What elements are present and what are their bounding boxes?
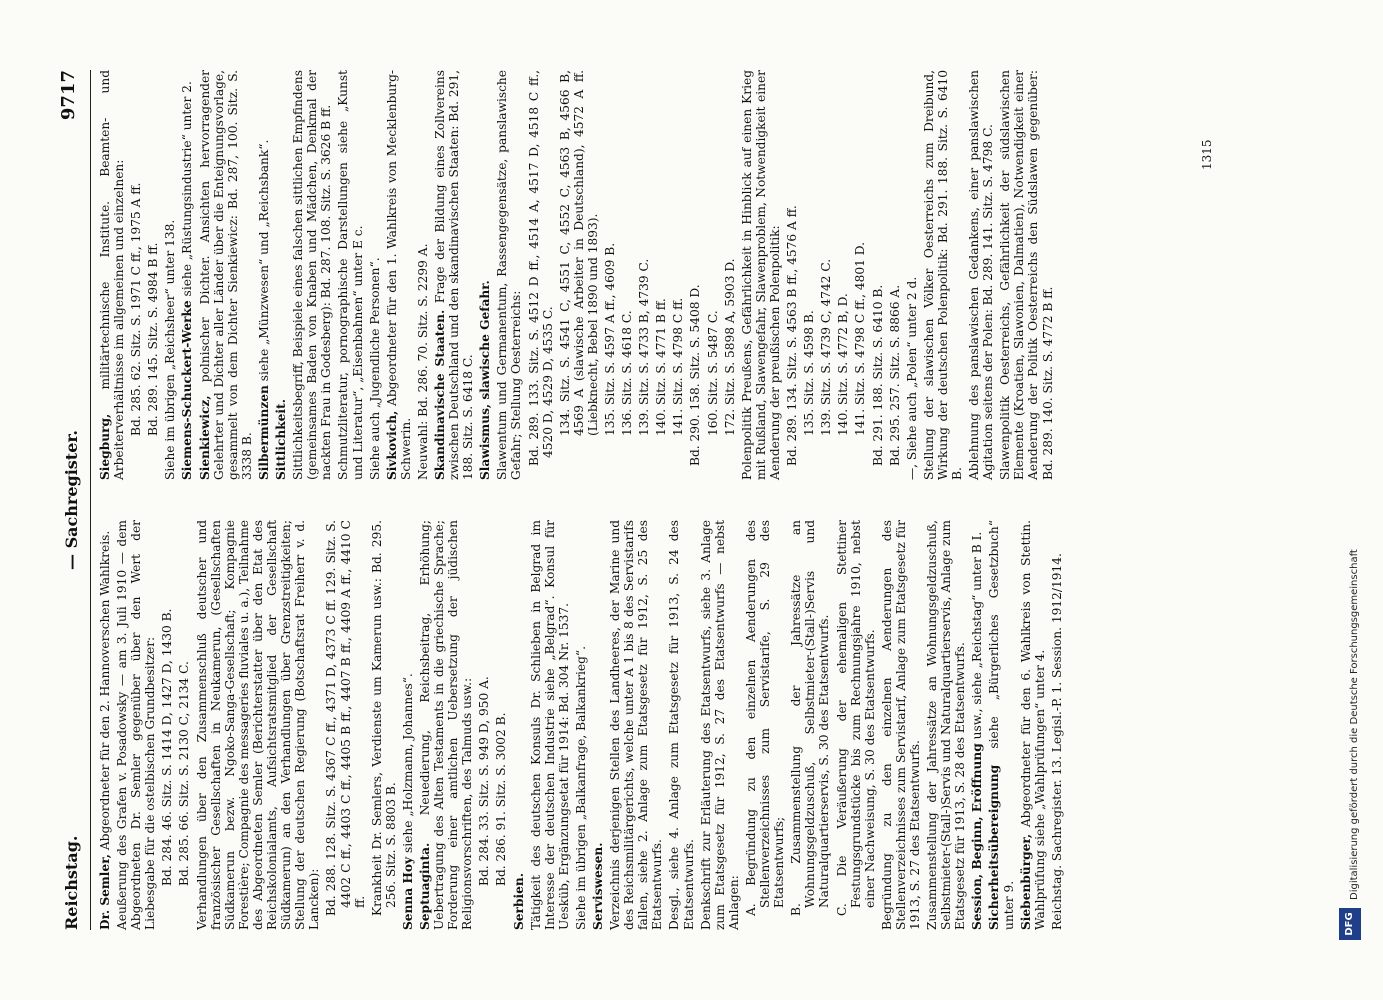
index-entry [274,70,288,480]
entry-text: B. Zusammenstellung der Jahressätze an Wohnungsgeldzuschuß, Selbstmieter-(Stall-)Servis und Naturalquartierservis, S. 30 des Etatsentwurfs. [789,520,832,916]
index-entry [654,70,668,480]
entry-heading: Sivkovich, [384,410,399,480]
index-entry [723,70,737,480]
index-entry [291,70,333,480]
entry-heading: Siebenbürger, [1018,833,1033,930]
entry-text: polnischer Dichter. Ansichten hervorragender Gelehrter und Dichter aller Länder über die Enteignungsvorlage, gesammelt von dem Dichter Sienkiewicz: Bd. 287, 100. Sitz. S. 3338 B. [197,69,254,480]
entry-text: Slawentum und Germanentum, Rassengegensätze, panslawische Gefahr; Stellung Oesterreichs: [495,70,524,480]
entry-heading: Silbermünzen [256,385,271,480]
entry-heading: Serbien. [511,873,526,930]
entry-text: Siehe im übrigen „Balkanfrage, Balkankrieg“. [573,646,588,930]
entry-text: siehe „Bürgerliches Gesetzbuch“ unter 9. [987,520,1016,930]
index-entry [495,70,523,480]
entry-text: Bd. 289. 134. Sitz. S. 4563 B ff., 4576 A ff. [785,205,800,466]
index-entry [477,520,491,930]
index-entry [401,520,415,930]
entry-text: siehe „Rüstungsindustrie“ unter 2. [180,81,195,297]
index-entry [368,70,382,480]
index-entry [336,70,364,480]
entry-text: A. Begründung zu den einzelnen Aenderungen des Stellenverzeichnisses zum Servistarife, S. 29 des Etatsentwurfs; [743,520,787,916]
entry-text: Siehe auch „Jugendliche Personen“. [367,257,382,480]
entry-text: Schmutzliteratur, pornographische Darstellungen siehe „Kunst und Literatur“, „Eisenbahnen“ unter E c. [336,70,365,480]
entry-text: siehe „Holzmann, Johannes“. [400,673,415,853]
entry-text: Aeußerung des Grafen v. Posadowsky — am 3. Juli 1910 — dem Abgeordneten Dr. Semler gegenüber über den Wert der Liebesgabe für die ostelbischen Grundbesitzer: [115,520,158,930]
entry-heading: Skandinavische Staaten. [432,309,447,480]
index-entry [416,70,430,480]
index-entry [195,520,322,930]
entry-text: 139. Sitz. S. 4733 B, 4739 C. [637,258,652,436]
index-entry [785,70,799,480]
entry-text: Tätigkeit des deutschen Konsuls Dr. Schlieben in Belgrad im Interesse der deutschen Industrie siehe „Belgrad“. Konsul für Uesküb, Ergänzungsetat für 1914: Bd. 304 Nr. 1537. [528,520,571,930]
index-entry [324,520,366,930]
header-title: — Sachregister. [62,430,81,570]
entry-text: Bd. 295. 257. Sitz. S. 8866 A. [887,284,902,466]
entry-text: Bd. 288. 128. Sitz. S. 4367 C ff., 4371 D, 4373 C ff. 129. Sitz. S. 4402 C ff., 4403 C ff., 4405 B ff., 4407 B ff., 4409 A ff., 4410 C ff. [324,520,367,916]
entry-text: 141. Sitz. S. 4798 C ff., 4801 D. [853,241,868,436]
index-entry [802,70,816,480]
index-entry [180,70,194,480]
index-entry [998,70,1054,480]
entry-text: Verzeichnis derjenigen Stellen des Landheeres, der Marine und des Reichsmilitärgerichts, welche unter A 1 bis 8 des Servistarifs fallen, siehe 2. Anlage zum Etatsgesetz für 1912, S. 25 des Etatsentwurfs. [608,520,665,930]
index-entry [922,70,964,480]
entry-text: 136. Sitz. S. 4618 C. [620,310,635,436]
entry-text: Begründung zu den einzelnen Aenderungen des Stellenverzeichnisses zum Servistarif, Anlage zum Etatsgesetz für 1913, S. 27 des Etatsentwurfs. [879,520,922,930]
index-entry [871,70,885,480]
entry-heading: Dr. Semler, [98,854,112,930]
index-entry [671,70,685,480]
index-entry [558,70,600,480]
index-entry [637,70,651,480]
index-entry [494,520,508,930]
right-column [98,70,1058,480]
entry-text: siehe „Münzwesen“ und „Reichsbank“. [256,139,271,382]
page-number: 9717 [58,70,79,121]
index-entry [163,70,177,480]
index-entry [177,520,191,930]
entry-text: Siehe im übrigen „Reichsheer“ unter 138. [163,219,178,480]
index-entry [115,520,157,930]
entry-text: 140. Sitz. S. 4771 B ff. [654,298,669,436]
index-entry [888,70,902,480]
index-entry [129,70,143,480]
index-entry [819,70,833,480]
index-entry [970,520,984,930]
entry-heading: Serviswesen. [591,842,605,930]
header-left: Reichstag. [62,835,81,930]
index-entry [706,70,720,480]
index-entry [744,520,786,930]
entry-text: Ablehnung des panslawischen Gedankens, einer panslawischen Agitation seitens der Polen: Bd. 289. 141. Sitz. S. 4798 C. [967,70,996,480]
index-entry [667,520,695,930]
index-entry [608,520,664,930]
entry-text: —, Siehe auch „Polen“ unter 2 d. [904,276,919,480]
index-entry [529,520,571,930]
entry-text: 139. Sitz. S. 4739 C, 4742 C. [819,258,834,436]
entry-text: Bd. 286. 91. Sitz. S. 3002 B. [494,712,509,886]
entry-text: Stellung der slawischen Völker Oesterreichs zum Dreibund, Wirkung der deutschen Polenpolitik: Bd. 291. 188. Sitz. S. 6410 B. [921,70,964,480]
index-entry [853,70,867,480]
entry-text: Frage der Bildung eines Zollvereins zwischen Deutschland und den skandinavischen Staaten: Bd. 291, 188. Sitz. S. 6418 C. [432,69,476,480]
entry-text: Denkschrift zur Erläuterung des Etatsentwurfs, siehe 3. Anlage zum Etatsgesetz für 1912, S. 27 des Etatsentwurfs — nebst Anlagen: [698,520,741,930]
index-entry [987,520,1015,930]
entry-text: Neuwahl: Bd. 286. 70. Sitz. S. 2299 A. [415,243,430,480]
entry-text: 140. Sitz. S. 4772 B, D. [836,293,851,436]
entry-heading: Slawismus, slawische Gefahr. [478,280,493,480]
index-entry [620,70,634,480]
index-entry [198,70,254,480]
entry-text: Sittlichkeitsbegriff, Beispiele eines falschen sittlichen Empfindens (gemeinsames Baden von Knaben und Mädchen, Denkmal der nackten Frau in Godesberg): Bd. 287. 108. Sitz. S. 3626 B ff. [291,70,334,480]
entry-heading: Siegburg, [98,413,112,480]
index-entry [385,70,413,480]
index-entry [98,70,126,480]
index-entry [512,520,526,930]
entry-text: Bd. 285. 62. Sitz. S. 1971 C ff., 1975 A ff. [129,182,144,436]
entry-text: Zusammenstellung der Jahressätze an Wohnungsgeldzuschuß, Selbstmieter-(Stall-)Servis und Naturalquartierservis, Anlage zum Etatsgesetz für 1913, S. 28 des Etatsentwurfs. [925,520,968,930]
index-entry [789,520,831,930]
dfg-logo: DFG [1339,908,1361,940]
index-entry [699,520,741,930]
page-header [58,70,88,930]
entry-text: usw., siehe „Reichstag“ unter B I. [970,531,985,740]
index-entry [1050,520,1064,930]
entry-text: Bd. 289. 133. Sitz. S. 4512 D ff., 4514 A, 4517 D, 4518 C ff., 4520 D, 4529 D, 4535 C. [526,70,555,466]
entry-heading: Session, Beginn, Eröffnung [970,743,985,930]
entry-text: Abgeordneter für den 2. Hannoverschen Wahlkreis. [98,530,112,851]
index-entry [591,520,605,930]
header-rule [90,70,91,930]
index-entry [527,70,555,480]
entry-text: Krankheit Dr. Semlers, Verdienste um Kamerun usw.: Bd. 295. 256. Sitz. S. 8803 B. [369,520,398,916]
funding-credit: Digitalisierung gefördert durch die Deutsche Forschungsgemeinschaft [1349,549,1360,900]
entry-text: Slawenpolitik Oesterreichs, Gefährlichkeit der südslawischen Elemente (Kroatien, Slawonien, Dalmatien), Notwendigkeit einer Aenderung der Politik Oesterreichs den Südslawen gegenüber: Bd. 289. 140. Sitz. S. 4772 B ff. [998,70,1055,480]
entry-text: Reichstag. Sachregister. 13. Legisl.-P. 1. Session. 1912/1914. [1049,553,1064,930]
entry-text: 134. Sitz. S. 4541 C, 4551 C, 4552 C, 4563 B, 4566 B, 4569 A (slawische Arbeiter in Deutschland), 4572 A ff. (Liebknecht, Bebel 1890 und 1893). [557,70,600,436]
index-entry [478,70,492,480]
index-entry [370,520,398,930]
index-entry [905,70,919,480]
entry-text: Abgeordneter für den 1. Wahlkreis von Mecklenburg-Schwerin. [384,70,413,480]
index-entry [603,70,617,480]
index-entry [925,520,967,930]
index-entry [740,70,782,480]
index-entry [836,70,850,480]
entry-text: Desgl., siehe 4. Anlage zum Etatsgesetz für 1913, S. 24 des Etatsentwurfs. [667,520,696,930]
entry-text: 135. Sitz. S. 4598 B. [802,310,817,436]
index-entry [688,70,702,480]
entry-heading: Septuaginta. [417,842,432,930]
entry-heading: Sicherheitsübereignung [987,764,1002,930]
entry-text: militärtechnische Institute. Beamten- und Arbeiterverhältnisse im allgemeinen und einzelnen: [98,70,127,480]
entry-text: 141. Sitz. S. 4798 C ff. [671,297,686,436]
index-entry [967,70,995,480]
index-entry [835,520,877,930]
digitization-sidebar [1335,60,1363,940]
entry-text: Bd. 289. 145. Sitz. S. 4984 B ff. [146,242,161,436]
index-entry [160,520,174,930]
index-entry [257,70,271,480]
entry-text: Bd. 285. 66. Sitz. S. 2130 C, 2134 C. [177,661,192,886]
entry-text: C. Die Veräußerung der ehemaligen Stettiner Festungsgrundstücke bis zum Rechnungsjahre 1910, nebst einer Nachweisung, S. 30 des Etatsentwurfs. [834,520,877,916]
entry-text: Bd. 284. 46. Sitz. S. 1414 D, 1427 D, 1430 B. [160,608,175,886]
entry-text: 135. Sitz. S. 4597 A ff., 4609 B. [603,242,617,436]
entry-text: Bd. 291. 188. Sitz. S. 6410 B. [870,284,885,466]
footer-number: 1315 [1200,139,1214,170]
entry-text: Polenpolitik Preußens, Gefährlichkeit in Hinblick auf einen Krieg mit Rußland, Slawengefahr, Slawenproblem, Notwendigkeit einer Aenderung der preußischen Polenpolitik: [739,70,782,480]
entry-text: Neuedierung, Reichsbeitrag, Erhöhung; Uebertragung des Alten Testaments in die griechische Sprache; Forderung einer amtlichen Uebersetzung der jüdischen Religionsvorschriften, des Talmuds usw.: [417,520,475,930]
entry-text: Bd. 290. 158. Sitz. S. 5408 D. [688,284,703,466]
entry-heading: Sittlichkeit. [274,399,289,480]
entry-text: Abgeordneter für den 6. Wahlkreis von Stettin. Wahlprüfung siehe „Wahlprüfungen“ unter 4. [1018,520,1047,930]
entry-text: Bd. 284. 33. Sitz. S. 949 D, 950 A. [477,676,492,886]
index-entry [433,70,475,480]
index-entry [146,70,160,480]
index-entry [98,520,112,930]
index-entry [1019,520,1047,930]
index-entry [574,520,588,930]
entry-text: 160. Sitz. S. 5487 C. [705,310,720,436]
left-column [98,520,1067,930]
entry-text: 172. Sitz. S. 5898 A, 5903 D. [722,258,737,436]
index-entry [880,520,922,930]
entry-heading: Sienkiewicz, [197,395,212,480]
entry-heading: Senna Hoy [400,856,415,930]
index-entry [418,520,474,930]
entry-text: Verhandlungen über den Zusammenschluß deutscher und französischer Gesellschaften in Neukamerun, (Gesellschaften Südkamerun bezw. Ngoko-Sanga-Gesellschaft; Kompagnie Forestière; Compagnie des messageries fluviales u. a.), Teilnahme des Abgeordneten Semler (Berichterstatter über den Etat des Reichskolonialamts, Aufsichtsratsmitglied der Gesellschaft Südkamerun) an den Verhandlungen über Grenzstreitigkeiten; Stellung der deutschen Regierung (Botschaftsrat Freiherr v. d. Lancken): [194,520,322,930]
entry-heading: Siemens-Schuckert-Werke [180,300,195,480]
